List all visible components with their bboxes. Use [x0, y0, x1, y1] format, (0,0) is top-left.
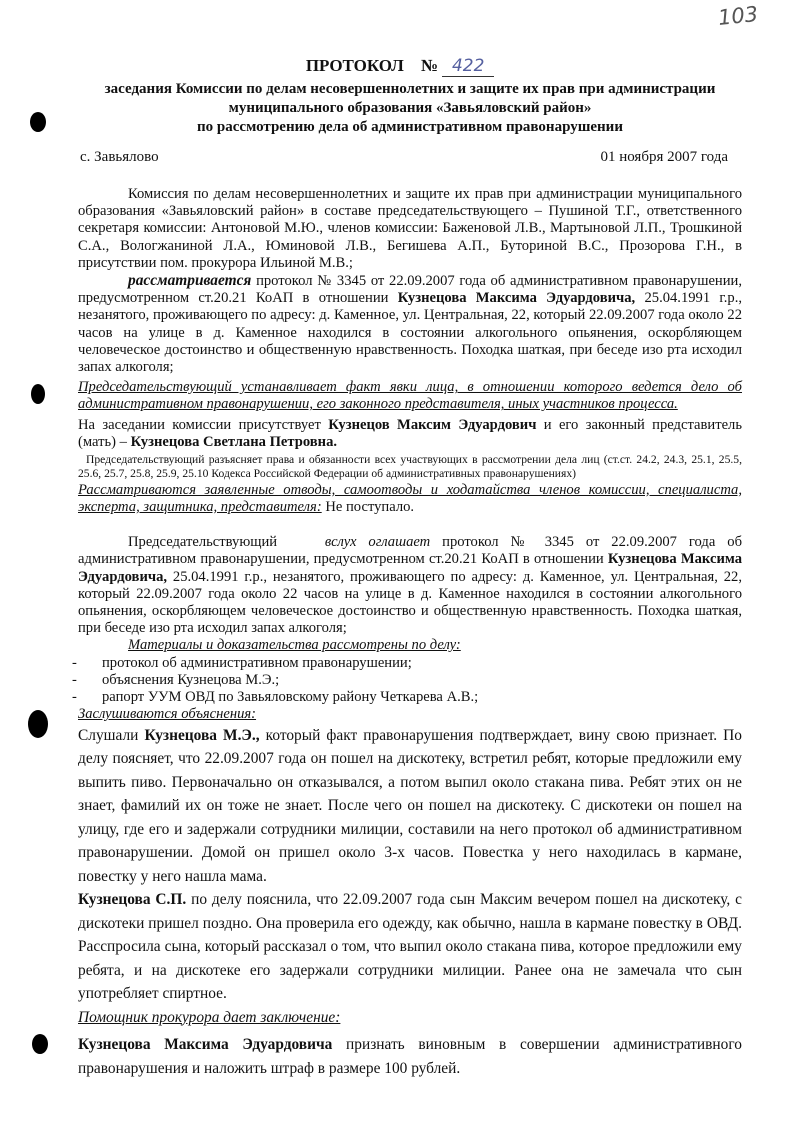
statement2-text: по делу пояснила, что 22.09.2007 года сын Максим вечером пошел на дискотеку, с дискотеки пришел поздно. Она проверила его одежду, как обычно, нашла в кармане повестку в ОВД. Расспросила сына, который рассказал о том, что выпил около стакана пива, которое предложили ему ребята, и на дискотеке его задержали сотрудники милиции. Ранее она не замечала что сын употребляет спиртное. — [78, 891, 742, 1002]
document-heading — [60, 80, 760, 137]
heading-line: заседания Комиссии по делам несовершеннолетних и защите их прав при администрации — [104, 81, 716, 97]
handwritten-protocol-number: 422 — [442, 56, 494, 77]
present-text-2: и его законный представитель (мать) – — [78, 416, 742, 450]
materials-label: Материалы и доказательства рассмотрены по делу: — [128, 637, 461, 654]
materials-list — [78, 655, 742, 707]
conclusion-name: Кузнецова Максима Эдуардовича — [78, 1036, 333, 1053]
prosecutor-label: Помощник прокурора дает заключение: — [78, 1008, 341, 1026]
punch-hole-mark — [32, 1034, 48, 1054]
conclusion-text: признать виновным в совершении административного правонарушения и наложить штраф в размере 100 рублей. — [78, 1036, 742, 1077]
challenges-answer: Не поступало. — [321, 499, 415, 516]
readout-paragraph — [78, 534, 742, 637]
page-number: 103 — [716, 1, 760, 31]
consider-paragraph — [78, 272, 742, 376]
statement2-name: Кузнецова С.П. — [78, 891, 187, 908]
punch-hole-mark — [28, 710, 48, 738]
document-title — [0, 56, 800, 77]
statement1-text: который факт правонарушения подтверждает, вину свою признает. По делу поясняет, что 22.09.2007 года он пошел на дискотеку, встретил ребят, которые предложили ему выпить пиво. Первоначально он отказывался, а потом выпил около стакана пива. Ребят этих он не знает, фамилий их он тоже не знает. После чего он пошел на дискотеку. С дискотеки он пошел на улицу, где его и задержали сотрудники милиции, составили на него протокол об административном правонарушении. Домой он пришел около 3-х часов. Повестка у него находилась в кармане, повестку у него нашла мама. — [78, 726, 742, 885]
list-item: - протокол об административном правонарушении; — [78, 655, 742, 672]
statement-accused — [78, 724, 742, 889]
materials-heading — [78, 637, 742, 654]
present-name-2: Кузнецова Светлана Петровна. — [130, 433, 338, 450]
heading-line: по рассмотрению дела об административном правонарушении — [197, 119, 623, 135]
list-item: - объяснения Кузнецова М.Э.; — [78, 672, 742, 689]
place-date-line — [80, 149, 728, 166]
consider-text-1: протокол № 3345 от 22.09.2007 года об административном правонарушении, предусмотренном ст.20.21 КоАП в отношении — [78, 273, 742, 307]
readout-name: Кузнецова Максима Эдуардовича, — [78, 551, 743, 585]
punch-hole-mark — [30, 112, 46, 132]
readout-text-2: 25.04.1991 г.р., незанятого, проживающего по адресу: д. Каменное, ул. Центральная, 22, который 22.09.2007 года около 22 часов на улице в д. Каменное находился в состоянии алкогольного опьянения, оскорбляющем человеческое достоинство и общественную нравственность. Походка шаткая, при беседе изо рта исходил запах алкоголя; — [78, 568, 742, 637]
readout-aloud: вслух оглашает — [324, 534, 431, 551]
chair-establishes: Председательствующий устанавливает факт явки лица, в отношении которого ведется дело об административном правонарушении, его законного представителя, иных участников процесса. — [78, 379, 742, 413]
consider-text-2: 25.04.1991 г.р., незанятого, проживающего по адресу: д. Каменное, ул. Центральная, 22, который 22.09.2007 года около 22 часов на улице в д. Каменное находился в состоянии алкогольного опьянения, оскорбляющем человеческое достоинство и общественную нравственность. Походка шаткая, при беседе изо рта исходил запах алкоголя; — [78, 290, 742, 376]
place: с. Завьялово — [80, 149, 159, 165]
challenges-paragraph — [78, 482, 742, 516]
punch-hole-mark — [31, 384, 45, 404]
title-prefix: ПРОТОКОЛ — [305, 56, 404, 75]
date: 01 ноября 2007 года — [600, 149, 728, 165]
statement1-lead: Слушали — [78, 726, 145, 744]
explanations-label: Заслушиваются объяснения: — [78, 706, 257, 723]
present-text-1: На заседании комиссии присутствует — [78, 416, 329, 433]
readout-lead: Председательствующий — [128, 534, 278, 551]
document-body — [78, 186, 742, 1080]
rights-paragraph: Председательствующий разъясняет права и обязанности всех участвующих в рассмотрении дела лиц (ст.ст. 24.2, 24.3, 25.1, 25.5, 25.6, 25.7, 25.8, 25.9, 25.10 Кодекса Российской Федерации об административных правонарушениях) — [78, 453, 742, 481]
heading-line: муниципального образования «Завьяловский район» — [228, 100, 592, 116]
consider-lead: рассматривается — [128, 272, 252, 290]
challenges-label: Рассматриваются заявленные отводы, самоотводы и ходатайства членов комиссии, специалиста, эксперта, защитника, представителя: — [78, 481, 742, 516]
list-item: - рапорт УУМ ОВД по Завьяловскому району Четкарева А.В.; — [78, 689, 742, 706]
present-name-1: Кузнецов Максим Эдуардович — [328, 416, 537, 433]
number-sign: № — [420, 56, 438, 75]
present-paragraph — [78, 417, 742, 451]
conclusion-paragraph — [78, 1033, 742, 1080]
intro-paragraph: Комиссия по делам несовершеннолетних и защите их прав при администрации муниципального образования «Завьяловский район» в составе председательствующего – Пушиной Т.Г., ответственного секретаря комиссии: Антоновой М.Ю., членов комиссии: Баженовой Л.В., Мартыновой Л.П., Трошкиной С.А., Вологжаниной Л.А., Юминовой Л.В., Бегишева А.П., Буториной В.С., Прозорова Г.Н., в присутствии пом. прокурора Ильиной М.В.; — [78, 186, 742, 271]
accused-name: Кузнецова Максима Эдуардовича, — [397, 290, 636, 307]
readout-text-1: протокол № 3345 от 22.09.2007 года об административном правонарушении, предусмотренном ст.20.21 КоАП в отношении — [78, 534, 742, 568]
statement-mother — [78, 888, 742, 1006]
statement1-name: Кузнецова М.Э., — [144, 726, 260, 744]
